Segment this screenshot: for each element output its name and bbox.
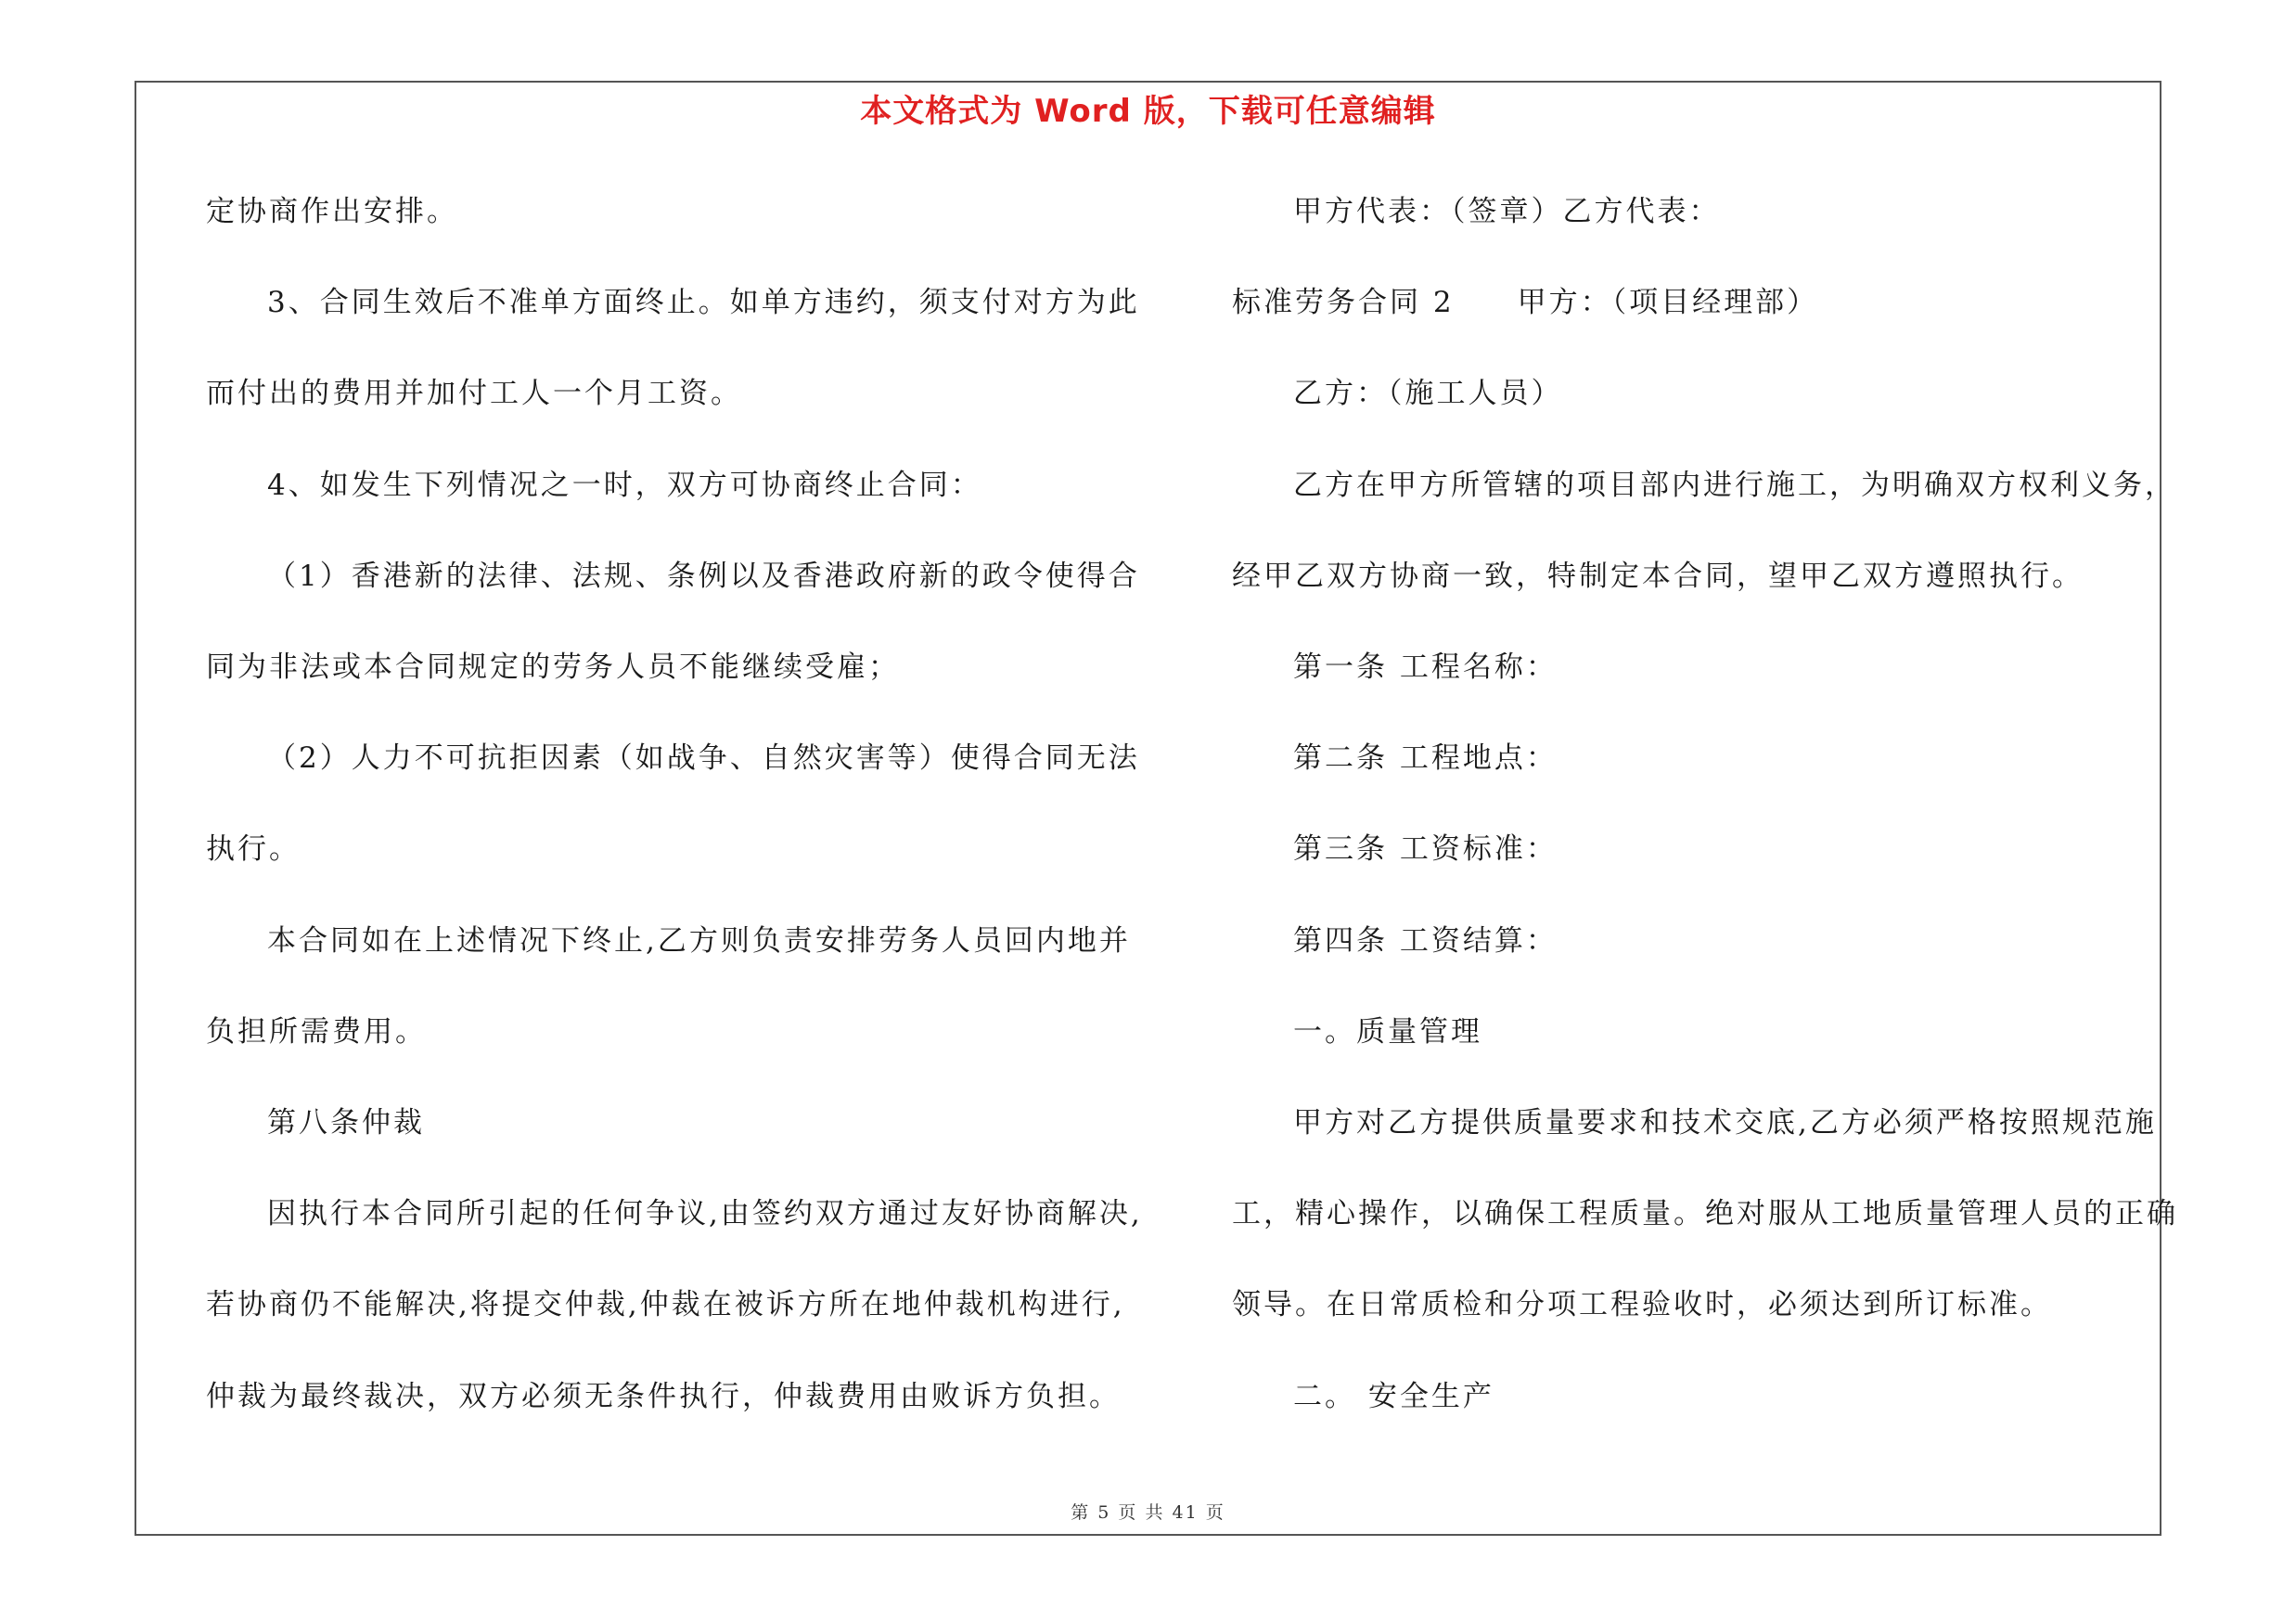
paragraph-line: 标准劳务合同 2 甲方：（项目经理部） (1232, 286, 1819, 320)
page-footer: 第 5 页 共 41 页 (1071, 1502, 1225, 1523)
paragraph-line: （2）人力不可抗拒因素（如战争、自然灾害等）使得合同无法 (267, 741, 1140, 776)
paragraph-line: 而付出的费用并加付工人一个月工资。 (206, 377, 742, 411)
paragraph-line: 甲方代表：（签章）乙方代表： (1293, 195, 1721, 228)
paragraph-line: 第四条 工资结算： (1293, 923, 1558, 958)
paragraph-line: 一。质量管理 (1293, 1014, 1482, 1049)
paragraph-line: 经甲乙双方协商一致，特制定本合同，望甲乙双方遵照执行。 (1232, 559, 2084, 593)
paragraph-line: 因执行本合同所引起的任何争议,由签约双方通过友好协商解决, (267, 1197, 1143, 1231)
paragraph-line: 负担所需费用。 (206, 1014, 427, 1049)
paragraph-line: 4、如发生下列情况之一时，双方可协商终止合同： (267, 468, 982, 502)
paragraph-line: 本合同如在上述情况下终止,乙方则负责安排劳务人员回内地并 (267, 923, 1131, 958)
paragraph-line: 二。 安全生产 (1293, 1379, 1494, 1413)
paragraph-line: 3、合同生效后不准单方面终止。如单方违约，须支付对方为此 (267, 286, 1140, 320)
paragraph-line: 工，精心操作，以确保工程质量。绝对服从工地质量管理人员的正确 (1232, 1197, 2178, 1231)
paragraph-line: 乙方在甲方所管辖的项目部内进行施工，为明确双方权利义务， (1293, 468, 2176, 502)
paragraph-line: 乙方：（施工人员） (1293, 377, 1563, 411)
format-banner: 本文格式为 Word 版，下载可任意编辑 (860, 93, 1436, 130)
paragraph-line: 第二条 工程地点： (1293, 741, 1558, 776)
paragraph-line: 第三条 工资标准： (1293, 832, 1558, 867)
paragraph-line: 执行。 (206, 832, 301, 867)
paragraph-line: 领导。在日常质检和分项工程验收时，必须达到所订标准。 (1232, 1288, 2052, 1322)
paragraph-line: 第八条仲裁 (267, 1106, 425, 1140)
paragraph-line: 仲裁为最终裁决，双方必须无条件执行，仲裁费用由败诉方负担。 (206, 1379, 1121, 1413)
paragraph-line: 若协商仍不能解决,将提交仲裁,仲裁在被诉方所在地仲裁机构进行, (206, 1288, 1125, 1322)
paragraph-line: 定协商作出安排。 (206, 195, 458, 228)
paragraph-line: （1）香港新的法律、法规、条例以及香港政府新的政令使得合 (267, 559, 1140, 593)
paragraph-line: 甲方对乙方提供质量要求和技术交底,乙方必须严格按照规范施 (1293, 1106, 2157, 1140)
paragraph-line: 同为非法或本合同规定的劳务人员不能继续受雇； (206, 650, 900, 684)
paragraph-line: 第一条 工程名称： (1293, 650, 1558, 684)
